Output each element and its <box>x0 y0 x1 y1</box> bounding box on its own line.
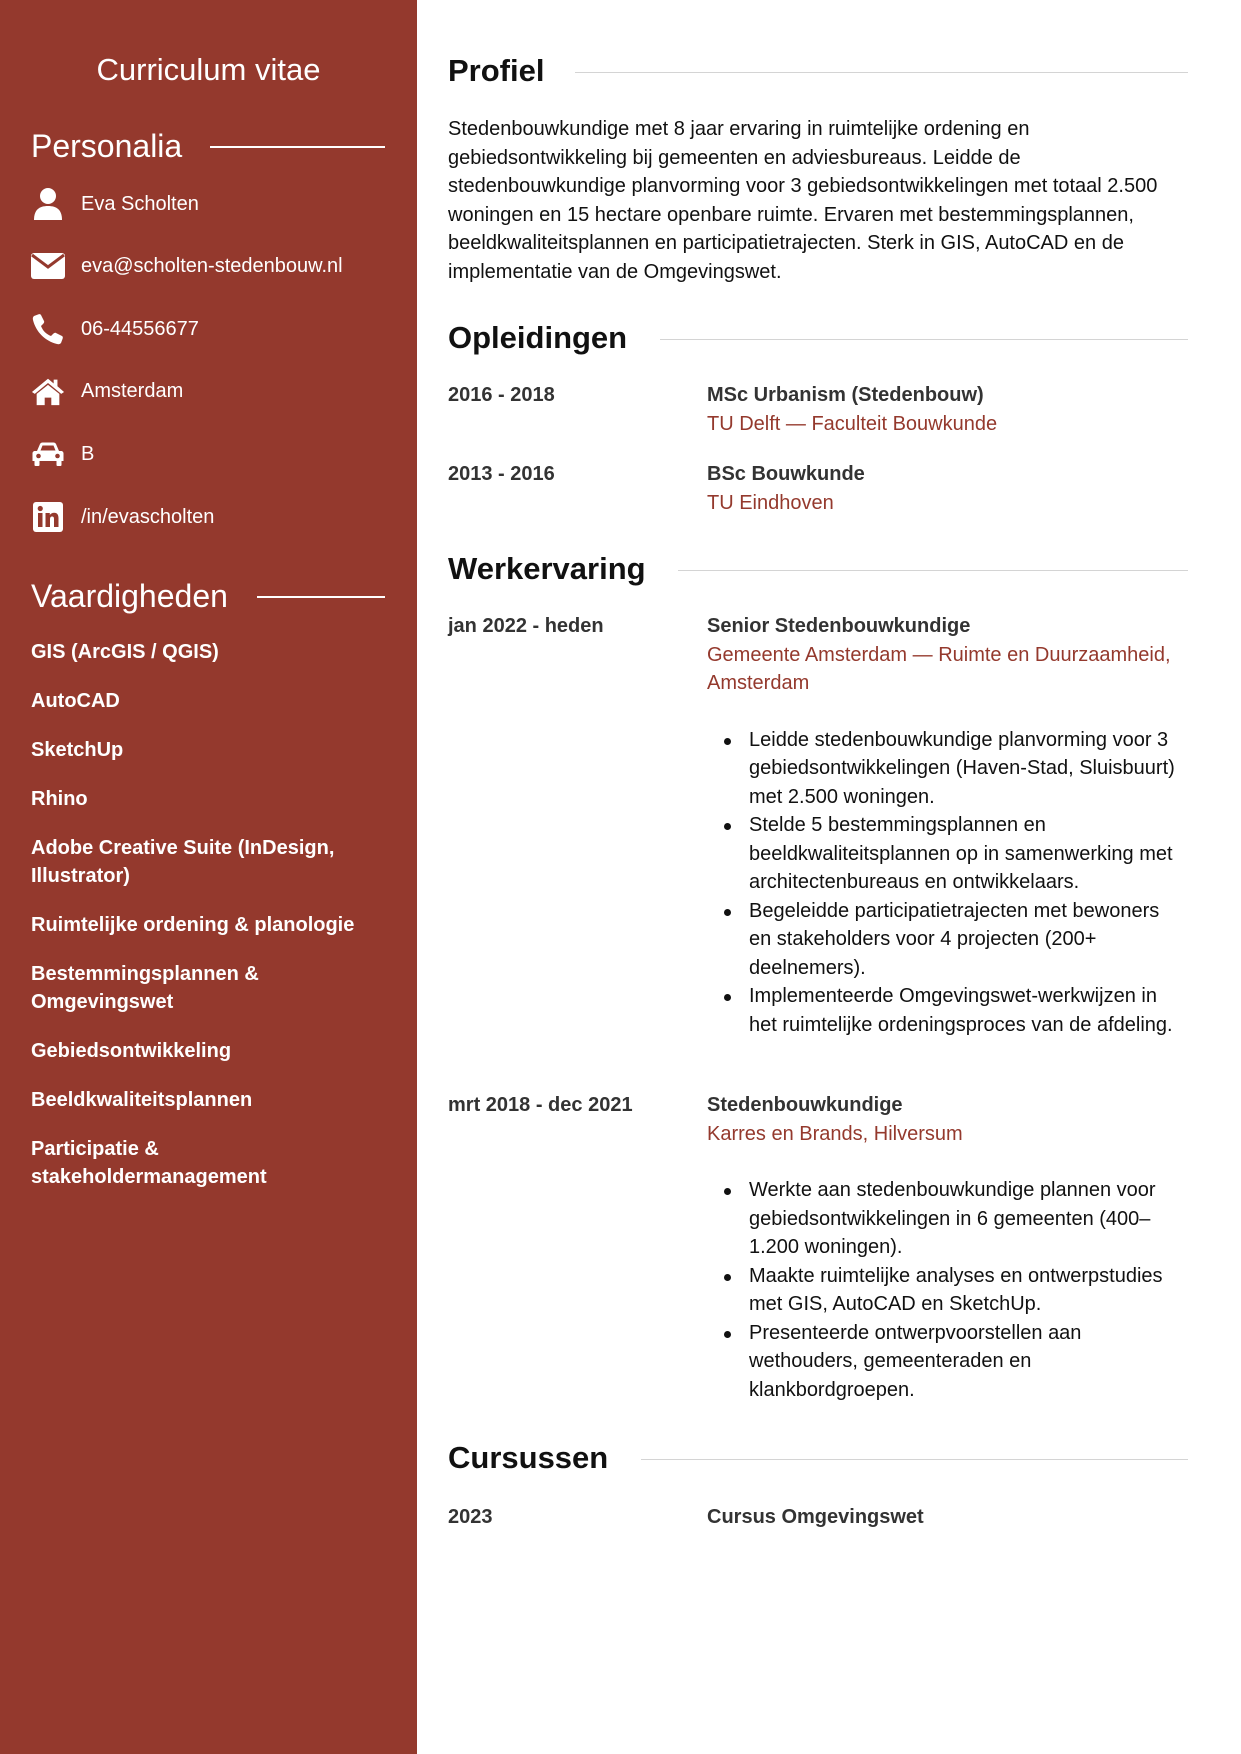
education-heading: Opleidingen <box>448 320 628 355</box>
contact-location <box>31 371 184 411</box>
work-entry <box>707 1091 1187 1404</box>
education-title: MSc Urbanism (Stedenbouw) <box>707 384 984 406</box>
sidebar <box>0 0 417 1754</box>
work-employer: Gemeente Amsterdam — Ruimte en Duurzaamheid, Amsterdam <box>707 643 1171 694</box>
work-date: mrt 2018 - dec 2021 <box>448 1094 633 1116</box>
contact-linkedin-text[interactable]: /in/evascholten <box>81 505 215 528</box>
bullet-item: Implementeerde Omgevingswet-werkwijzen in het ruimtelijke ordeningsproces van de afdeling. <box>707 982 1187 1039</box>
skills-rule <box>257 596 385 598</box>
contact-phone[interactable] <box>31 309 199 349</box>
bullet-item: Maakte ruimtelijke analyses en ontwerpstudies met GIS, AutoCAD en SketchUp. <box>707 1262 1187 1319</box>
envelope-icon <box>31 249 65 283</box>
work-bullets <box>707 726 1187 1040</box>
work-entry <box>707 612 1187 1039</box>
education-date: 2013 - 2016 <box>448 463 555 485</box>
linkedin-icon <box>31 500 65 534</box>
skill-item: Gebiedsontwikkeling <box>31 1040 232 1062</box>
contact-email-text[interactable]: eva@scholten-stedenbouw.nl <box>81 254 343 277</box>
bullet-item: Begeleidde participatietrajecten met bewoners en stakeholders voor 4 projecten (200+ deelnemers). <box>707 897 1187 983</box>
education-title: BSc Bouwkunde <box>707 463 865 485</box>
bullet-item: Presenteerde ontwerpvoorstellen aan wethouders, gemeenteraden en klankbordgroepen. <box>707 1319 1187 1405</box>
course-entry <box>707 1503 1187 1532</box>
skill-item: AutoCAD <box>31 690 120 712</box>
work-rule <box>678 570 1188 571</box>
personalia-heading: Personalia <box>31 128 183 164</box>
work-title: Stedenbouwkundige <box>707 1094 903 1116</box>
work-bullets <box>707 1176 1187 1404</box>
education-rule <box>660 339 1188 340</box>
skill-item: Participatie & stakeholdermanagement <box>31 1138 267 1188</box>
contact-email[interactable] <box>31 246 343 286</box>
contact-location-text: Amsterdam <box>81 379 184 402</box>
courses-rule <box>641 1459 1188 1460</box>
skill-item: GIS (ArcGIS / QGIS) <box>31 641 219 663</box>
profile-text: Stedenbouwkundige met 8 jaar ervaring in ruimtelijke ordening en gebiedsontwikkeling bij gemeenten en adviesbureaus. Leidde de stedenbouwkundige planvorming voor 3 gebiedsontwikkelingen met totaal 2.500 woningen en 15 hectare openbare ruimte. Ervaren met bestemmingsplannen, beeldkwaliteitsplannen en participatietrajecten. Sterk in GIS, AutoCAD en de implementatie van de Omgevingswet. <box>448 118 1158 283</box>
contact-linkedin[interactable] <box>31 497 215 537</box>
contact-name <box>31 184 199 224</box>
contact-phone-text[interactable]: 06-44556677 <box>81 317 199 340</box>
bullet-item: Stelde 5 bestemmingsplannen en beeldkwaliteitsplannen op in samenwerking met architectenbureaus en ontwikkelaars. <box>707 811 1187 897</box>
contact-name-text: Eva Scholten <box>81 192 199 215</box>
courses-heading: Cursussen <box>448 1440 609 1475</box>
bullet-item: Werkte aan stedenbouwkundige plannen voor gebiedsontwikkelingen in 6 gemeenten (400–1.200 woningen). <box>707 1176 1187 1262</box>
phone-icon <box>31 312 65 346</box>
skills-list <box>31 638 381 1212</box>
work-employer: Karres en Brands, Hilversum <box>707 1122 963 1145</box>
personalia-rule <box>210 146 385 148</box>
education-entry <box>707 460 1187 517</box>
profile-rule <box>575 72 1188 73</box>
education-institution: TU Delft — Faculteit Bouwkunde <box>707 412 998 435</box>
profile-heading: Profiel <box>448 53 545 88</box>
education-date: 2016 - 2018 <box>448 384 555 406</box>
course-date: 2023 <box>448 1506 493 1528</box>
skill-item: Rhino <box>31 788 88 810</box>
skill-item: SketchUp <box>31 739 124 761</box>
work-heading: Werkervaring <box>448 551 646 586</box>
car-icon <box>31 437 65 471</box>
skill-item: Beeldkwaliteitsplannen <box>31 1089 253 1111</box>
cv-title: Curriculum vitae <box>96 52 321 87</box>
skill-item: Bestemmingsplannen & Omgevingswet <box>31 963 259 1013</box>
work-title: Senior Stedenbouwkundige <box>707 615 971 637</box>
home-icon <box>31 374 65 408</box>
education-institution: TU Eindhoven <box>707 491 834 514</box>
skill-item: Adobe Creative Suite (InDesign, Illustrator) <box>31 837 335 887</box>
person-icon <box>31 187 65 221</box>
skills-heading: Vaardigheden <box>31 578 228 614</box>
education-entry <box>707 381 1187 438</box>
bullet-item: Leidde stedenbouwkundige planvorming voor 3 gebiedsontwikkelingen (Haven-Stad, Sluisbuurt) met 2.500 woningen. <box>707 726 1187 812</box>
course-title: Cursus Omgevingswet <box>707 1506 924 1528</box>
contact-license-text: B <box>81 442 95 465</box>
work-date: jan 2022 - heden <box>448 615 604 637</box>
skill-item: Ruimtelijke ordening & planologie <box>31 914 355 936</box>
contact-license <box>31 434 95 474</box>
